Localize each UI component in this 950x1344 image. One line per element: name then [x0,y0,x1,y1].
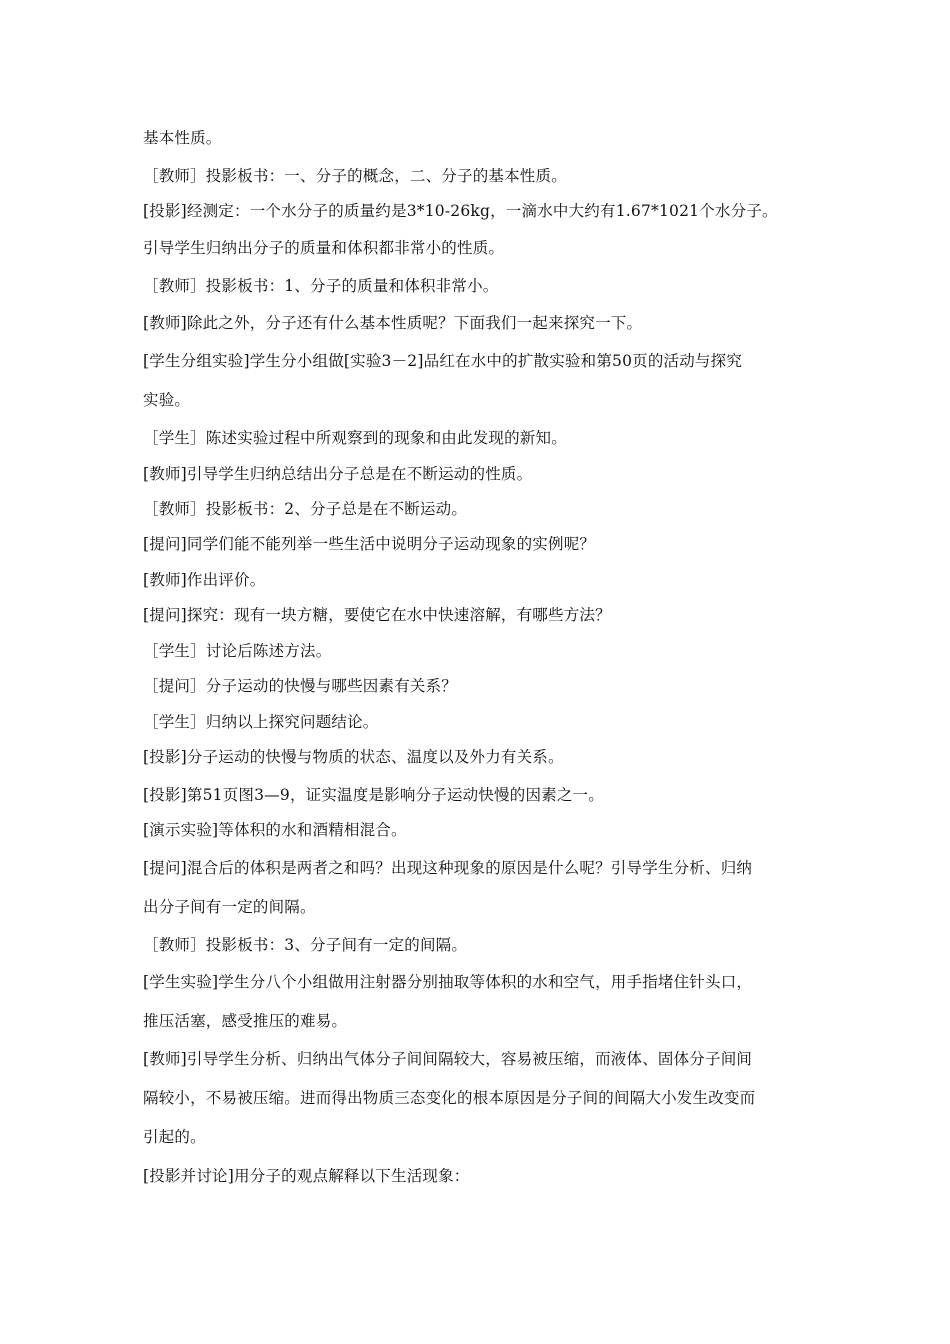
text-line: [提问]混合后的体积是两者之和吗？出现这种现象的原因是什么呢？引导学生分析、归纳 [143,859,753,877]
text-line: [教师]除此之外，分子还有什么基本性质呢？下面我们一起来探究一下。 [143,314,643,332]
text-line: ［学生］讨论后陈述方法。 [143,642,332,660]
text-line: 出分子间有一定的间隔。 [143,898,316,916]
text-line: [教师]作出评价。 [143,571,266,589]
text-line: ［学生］归纳以上探究问题结论。 [143,713,379,731]
text-line: [提问]同学们能不能列举一些生活中说明分子运动现象的实例呢？ [143,535,596,553]
text-line: [学生分组实验]学生分小组做[实验3－2]品红在水中的扩散实验和第50页的活动与探究 [143,352,743,370]
text-line: [投影]分子运动的快慢与物质的状态、温度以及外力有关系。 [143,748,564,766]
text-line: ［教师］投影板书：1、分子的质量和体积非常小。 [143,277,499,295]
text-line: ［学生］陈述实验过程中所观察到的现象和由此发现的新知。 [143,429,567,447]
text-line: 实验。 [143,391,191,409]
text-line: [提问]探究：现有一块方糖，要使它在水中快速溶解，有哪些方法？ [143,606,611,624]
text-line: 隔较小，不易被压缩。进而得出物质三态变化的根本原因是分子间的间隔大小发生改变而 [143,1089,756,1107]
text-line: ［教师］投影板书：2、分子总是在不断运动。 [143,500,468,518]
text-line: [演示实验]等体积的水和酒精相混合。 [143,821,407,839]
text-line: 基本性质。 [143,129,222,147]
text-line: 引起的。 [143,1128,206,1146]
text-line: [投影]第51页图3—9，证实温度是影响分子运动快慢的因素之一。 [143,786,604,804]
text-line: [投影]经测定：一个水分子的质量约是3*10-26kg，一滴水中大约有1.67*1021个水分子。 [143,202,778,220]
text-line: 推压活塞，感受推压的难易。 [143,1012,348,1030]
text-line: [投影并讨论]用分子的观点解释以下生活现象： [143,1167,470,1185]
text-line: 引导学生归纳出分子的质量和体积都非常小的性质。 [143,239,505,257]
text-line: [学生实验]学生分八个小组做用注射器分别抽取等体积的水和空气，用手指堵住针头口， [143,973,753,991]
text-line: ［教师］投影板书：一、分子的概念，二、分子的基本性质。 [143,167,567,185]
text-line: [教师]引导学生分析、归纳出气体分子间间隔较大，容易被压缩，而液体、固体分子间间 [143,1050,753,1068]
text-line: ［教师］投影板书：3、分子间有一定的间隔。 [143,936,468,954]
text-line: [教师]引导学生归纳总结出分子总是在不断运动的性质。 [143,465,533,483]
text-line: ［提问］分子运动的快慢与哪些因素有关系？ [143,677,458,695]
